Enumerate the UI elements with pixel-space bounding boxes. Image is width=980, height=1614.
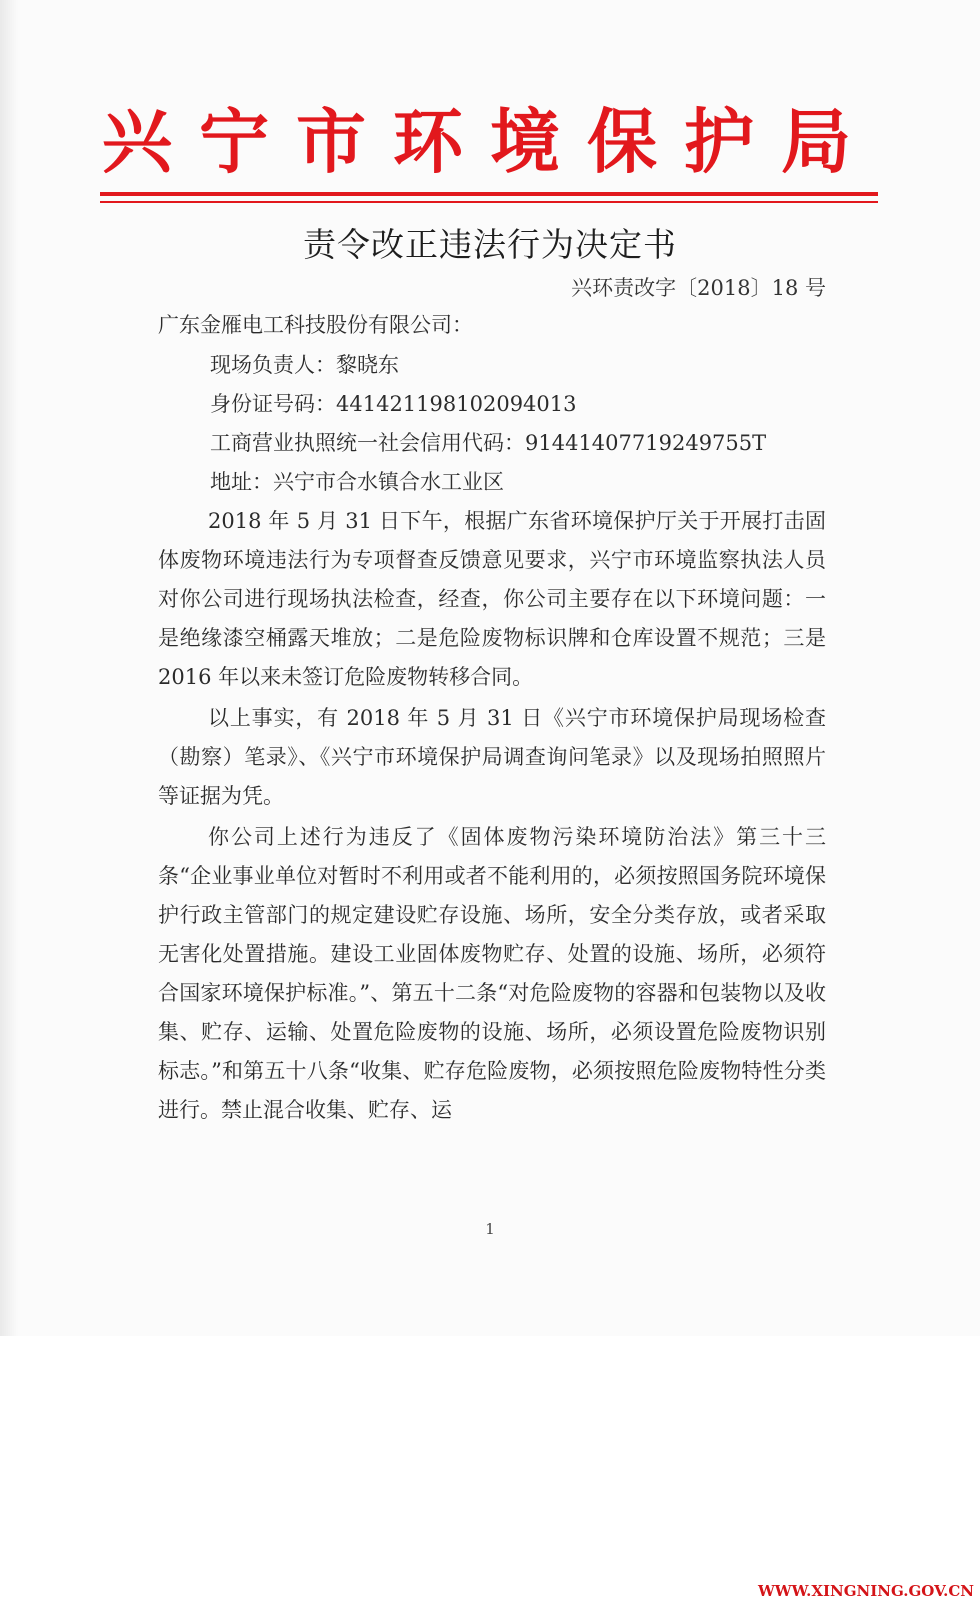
letterhead-rule-thin bbox=[100, 201, 878, 203]
id-number: 身份证号码：441421198102094013 bbox=[210, 392, 577, 416]
document-title: 责令改正违法行为决定书 bbox=[303, 225, 677, 264]
letterhead-title: 兴宁市环境保护局 bbox=[102, 100, 878, 183]
document-number: 兴环责改字〔2018〕18 号 bbox=[571, 276, 826, 300]
letterhead-rule-thick bbox=[100, 192, 878, 196]
site-watermark: WWW.XINGNING.GOV.CN bbox=[757, 1582, 974, 1600]
paragraph-evidence: 以上事实，有 2018 年 5 月 31 日《兴宁市环境保护局现场检查（勘察）笔录》、《兴宁市环境保护局调查询问笔录》以及现场拍照照片等证据为凭。 bbox=[158, 706, 826, 808]
party-info bbox=[158, 346, 826, 502]
scan-edge-shadow bbox=[0, 0, 18, 1336]
body-paragraphs bbox=[158, 502, 826, 1132]
paragraph-findings: 2018 年 5 月 31 日下午，根据广东省环境保护厅关于开展打击固体废物环境违法行为专项督查反馈意见要求，兴宁市环境监察执法人员对你公司进行现场执法检查，经查，你公司主要存在以下环境问题：一是绝缘漆空桶露天堆放；二是危险废物标识牌和仓库设置不规范；三是 2016 年以来未签订危险废物转移合同。 bbox=[158, 509, 826, 689]
person-in-charge: 现场负责人：黎晓东 bbox=[210, 353, 399, 377]
address: 地址：兴宁市合水镇合水工业区 bbox=[210, 470, 504, 494]
addressee: 广东金雁电工科技股份有限公司： bbox=[158, 313, 473, 337]
page-number: 1 bbox=[485, 1220, 495, 1238]
credit-code: 工商营业执照统一社会信用代码：91441407719249755T bbox=[210, 431, 767, 455]
paragraph-legal-basis: 你公司上述行为违反了《固体废物污染环境防治法》第三十三条“企业事业单位对暂时不利用或者不能利用的，必须按照国务院环境保护行政主管部门的规定建设贮存设施、场所，安全分类存放，或者采取无害化处置措施。建设工业固体废物贮存、处置的设施、场所，必须符合国家环境保护标准。”、第五十二条“对危险废物的容器和包装物以及收集、贮存、运输、处置危险废物的设施、场所，必须设置危险废物识别标志。”和第五十八条“收集、贮存危险废物，必须按照危险废物特性分类进行。禁止混合收集、贮存、运 bbox=[158, 825, 826, 1122]
